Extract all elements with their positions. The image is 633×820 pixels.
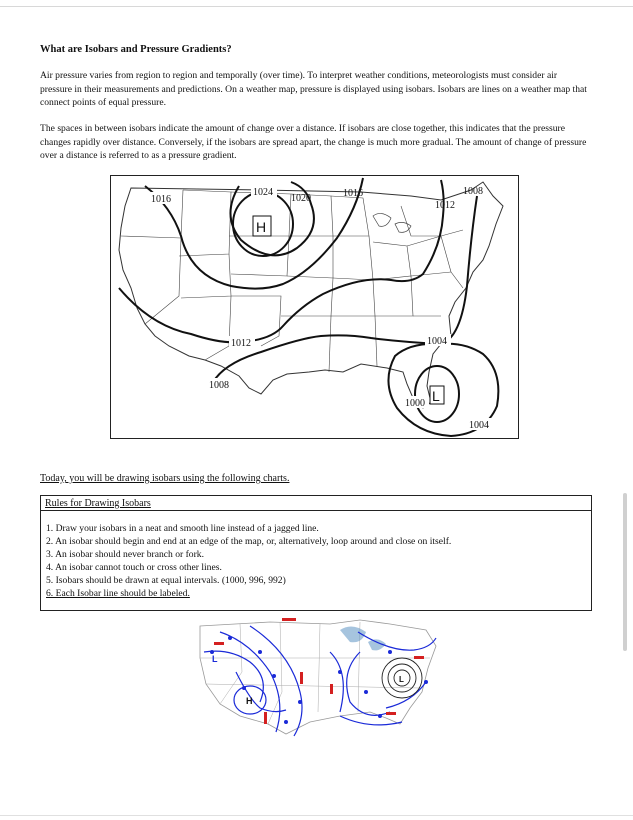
section-title: What are Isobars and Pressure Gradients? [40,44,232,55]
rule-item: 1. Draw your isobars in a neat and smooth line instead of a jagged line. [46,523,319,534]
isobar-label: 1024 [253,187,273,198]
bottom-divider [0,815,633,816]
isobar-example-map [110,175,519,439]
rule-item: 3. An isobar should never branch or fork. [46,549,204,560]
rule-item: 6. Each Isobar line should be labeled. [46,588,190,599]
isobar-label: 1016 [151,194,171,205]
isobar-label: 1016 [343,188,363,199]
isobar-label: 1012 [231,338,251,349]
isobar-map-svg [111,176,518,438]
isobar-label: 1020 [291,193,311,204]
isobar-1008 [211,196,477,386]
isobar-label: 1012 [435,200,455,211]
scrollbar[interactable] [623,493,627,651]
isobar-label: 1008 [463,186,483,197]
isobar-label: 1008 [209,380,229,391]
rule-item: 4. An isobar cannot touch or cross other lines. [46,562,222,573]
sample-low-label-west: L [212,654,218,664]
rules-divider [41,510,591,511]
sample-points [210,636,428,724]
low-pressure-label: L [432,388,440,404]
top-divider [0,6,633,7]
sample-isobar-map [190,612,450,744]
high-pressure-label: H [256,219,267,235]
sample-map-svg [190,612,450,744]
isobar-label: 1000 [405,398,425,409]
great-lakes [373,213,411,232]
isobar-label: 1004 [427,336,447,347]
us-outline [119,182,503,408]
isobar-1012-east [241,180,444,342]
rules-header: Rules for Drawing Isobars [45,498,151,509]
rule-item: 5. Isobars should be drawn at equal intervals. (1000, 996, 992) [46,575,286,586]
sample-low-label-east: L [399,675,404,684]
sample-high-label: H [246,696,253,706]
rule-item: 2. An isobar should begin and end at an edge of the map, or, alternatively, loop around and close on itself. [46,536,452,547]
intro-paragraph: Air pressure varies from region to region and temporally (over time). To interpret weather conditions, meteorologists must consider air pressure in their measurements and predictions. On a weather map, pressure is displayed using isobars. Isobars are lines on a weather map that connect points of equal pressure. [40,70,587,108]
today-instruction: Today, you will be drawing isobars using the following charts. [40,473,290,484]
isobar-label: 1004 [469,420,489,431]
gradient-paragraph: The spaces in between isobars indicate the amount of change over a distance. If isobars are close together, this indicates that the pressure changes rapidly over distance. Conversely, if the isobars are spread apart, the change is much more gradual. The amount of change of pressure over a distance is referred to as a pressure gradient. [40,123,587,161]
rules-box [40,495,592,611]
